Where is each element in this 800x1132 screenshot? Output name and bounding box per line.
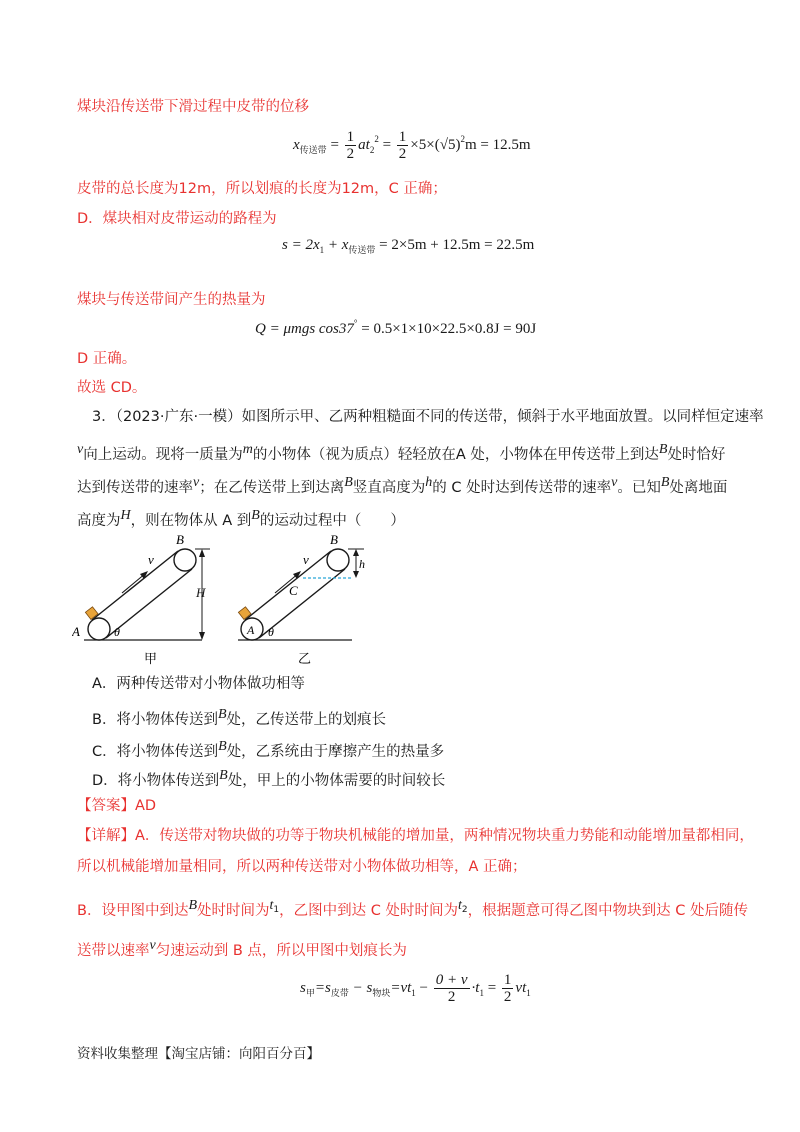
label-jia: 甲 bbox=[144, 652, 158, 667]
solution-line-choose: 故选 CD。 bbox=[77, 380, 147, 396]
label-theta-jia: θ bbox=[114, 625, 120, 639]
option-D: D．将小物体传送到B处，甲上的小物体需要的时间较长 bbox=[92, 768, 446, 789]
label-B-yi: B bbox=[330, 532, 338, 547]
h-arrow-down bbox=[353, 571, 359, 578]
detail-line1: 【详解】A．传送带对物块做的功等于物块机械能的增加量，两种情况物块重力势能和动能增加量都相同， bbox=[77, 828, 754, 844]
label-A-jia: A bbox=[72, 624, 80, 639]
formula-belt-displacement: $x_{传送带}$ = $\frac{1}{2}$ $at_2^2$ = $\frac{1}{2}$ $\times 5\times(√5)^2m = 12.5m$ bbox=[293, 129, 531, 162]
solution-line-D-path: D．煤块相对皮带运动的路程为 bbox=[77, 211, 277, 227]
label-C: C bbox=[289, 583, 298, 598]
velocity-arrowhead-jia bbox=[140, 571, 148, 579]
detail-line4: 送带以速率v匀速运动到 B 点，所以甲图中划痕长为 bbox=[77, 938, 407, 959]
belt-upper-jia bbox=[92, 551, 178, 620]
solution-line-belt-length: 皮带的总长度为12m，所以划痕的长度为12m，C 正确； bbox=[77, 181, 447, 197]
solution-line-belt-displacement: 煤块沿传送带下滑过程中皮带的位移 bbox=[77, 99, 309, 115]
solution-line-heat: 煤块与传送带间产生的热量为 bbox=[77, 292, 266, 308]
detail-line3: B．设甲图中到达B处时时间为$t^1$，乙图中到达 C 处时时间为$t^2$，根据题意可得乙图中物块到达 C 处后随传 bbox=[77, 898, 748, 919]
question3-line3: 达到传送带的速率v；在乙传送带上到达离B竖直高度为h的 C 处时达到传送带的速率v。已知B处离地面 bbox=[77, 475, 728, 496]
question3-line2: v向上运动。现将一质量为m的小物体（视为质点）轻轻放在A 处，小物体在甲传送带上到达B处时恰好 bbox=[77, 442, 726, 463]
question3-line1: 3．（2023·广东·一模）如图所示甲、乙两种粗糙面不同的传送带，倾斜于水平地面放置。以同样恒定速率 bbox=[92, 409, 764, 425]
question3-line4: 高度为H，则在物体从 A 到B的运动过程中（ ） bbox=[77, 508, 405, 529]
footer-source: 资料收集整理【淘宝店铺：向阳百分百】 bbox=[77, 1046, 320, 1062]
belt-jia bbox=[72, 532, 210, 667]
option-C: C．将小物体传送到B处，乙系统由于摩擦产生的热量多 bbox=[92, 739, 445, 760]
label-B-jia: B bbox=[176, 532, 184, 547]
label-yi: 乙 bbox=[298, 652, 312, 667]
height-arrow-up-jia bbox=[199, 549, 205, 557]
label-v-jia: v bbox=[148, 552, 154, 567]
height-arrow-down-jia bbox=[199, 632, 205, 640]
formula-relative-path: $s = 2x_1 + x_{传送带} = 2\times 5m + 12.5m = 22.5m$ bbox=[282, 237, 535, 255]
option-B: B．将小物体传送到B处，乙传送带上的划痕长 bbox=[92, 707, 387, 728]
label-H: H bbox=[196, 585, 206, 600]
conveyor-belts-figure bbox=[72, 530, 372, 670]
answer-line: 【答案】AD bbox=[77, 798, 157, 814]
formula-scratch-jia: $s_甲=s_{皮带} - s_{物块}=vt_1$ − $\frac{0 + v}{2}$ $\cdot t_1$ = $\frac{1}{2}$ $vt_1$ bbox=[300, 972, 531, 1005]
label-h: h bbox=[359, 557, 365, 571]
label-A-yi: A bbox=[247, 623, 255, 637]
velocity-arrowhead-yi bbox=[293, 571, 301, 579]
belt-upper-yi bbox=[245, 551, 331, 620]
option-A: A．两种传送带对小物体做功相等 bbox=[92, 676, 305, 692]
label-v-yi: v bbox=[303, 552, 309, 567]
formula-heat: Q = μmgs cos37° = 0.5×1×10×22.5×0.8J = 90J bbox=[255, 318, 537, 337]
detail-line2: 所以机械能增加量相同，所以两种传送带对小物体做功相等，A 正确； bbox=[77, 859, 527, 875]
belt-yi bbox=[238, 532, 365, 667]
h-arrow-up bbox=[353, 549, 359, 556]
label-theta-yi: θ bbox=[268, 625, 274, 639]
solution-line-D-correct: D 正确。 bbox=[77, 351, 137, 367]
